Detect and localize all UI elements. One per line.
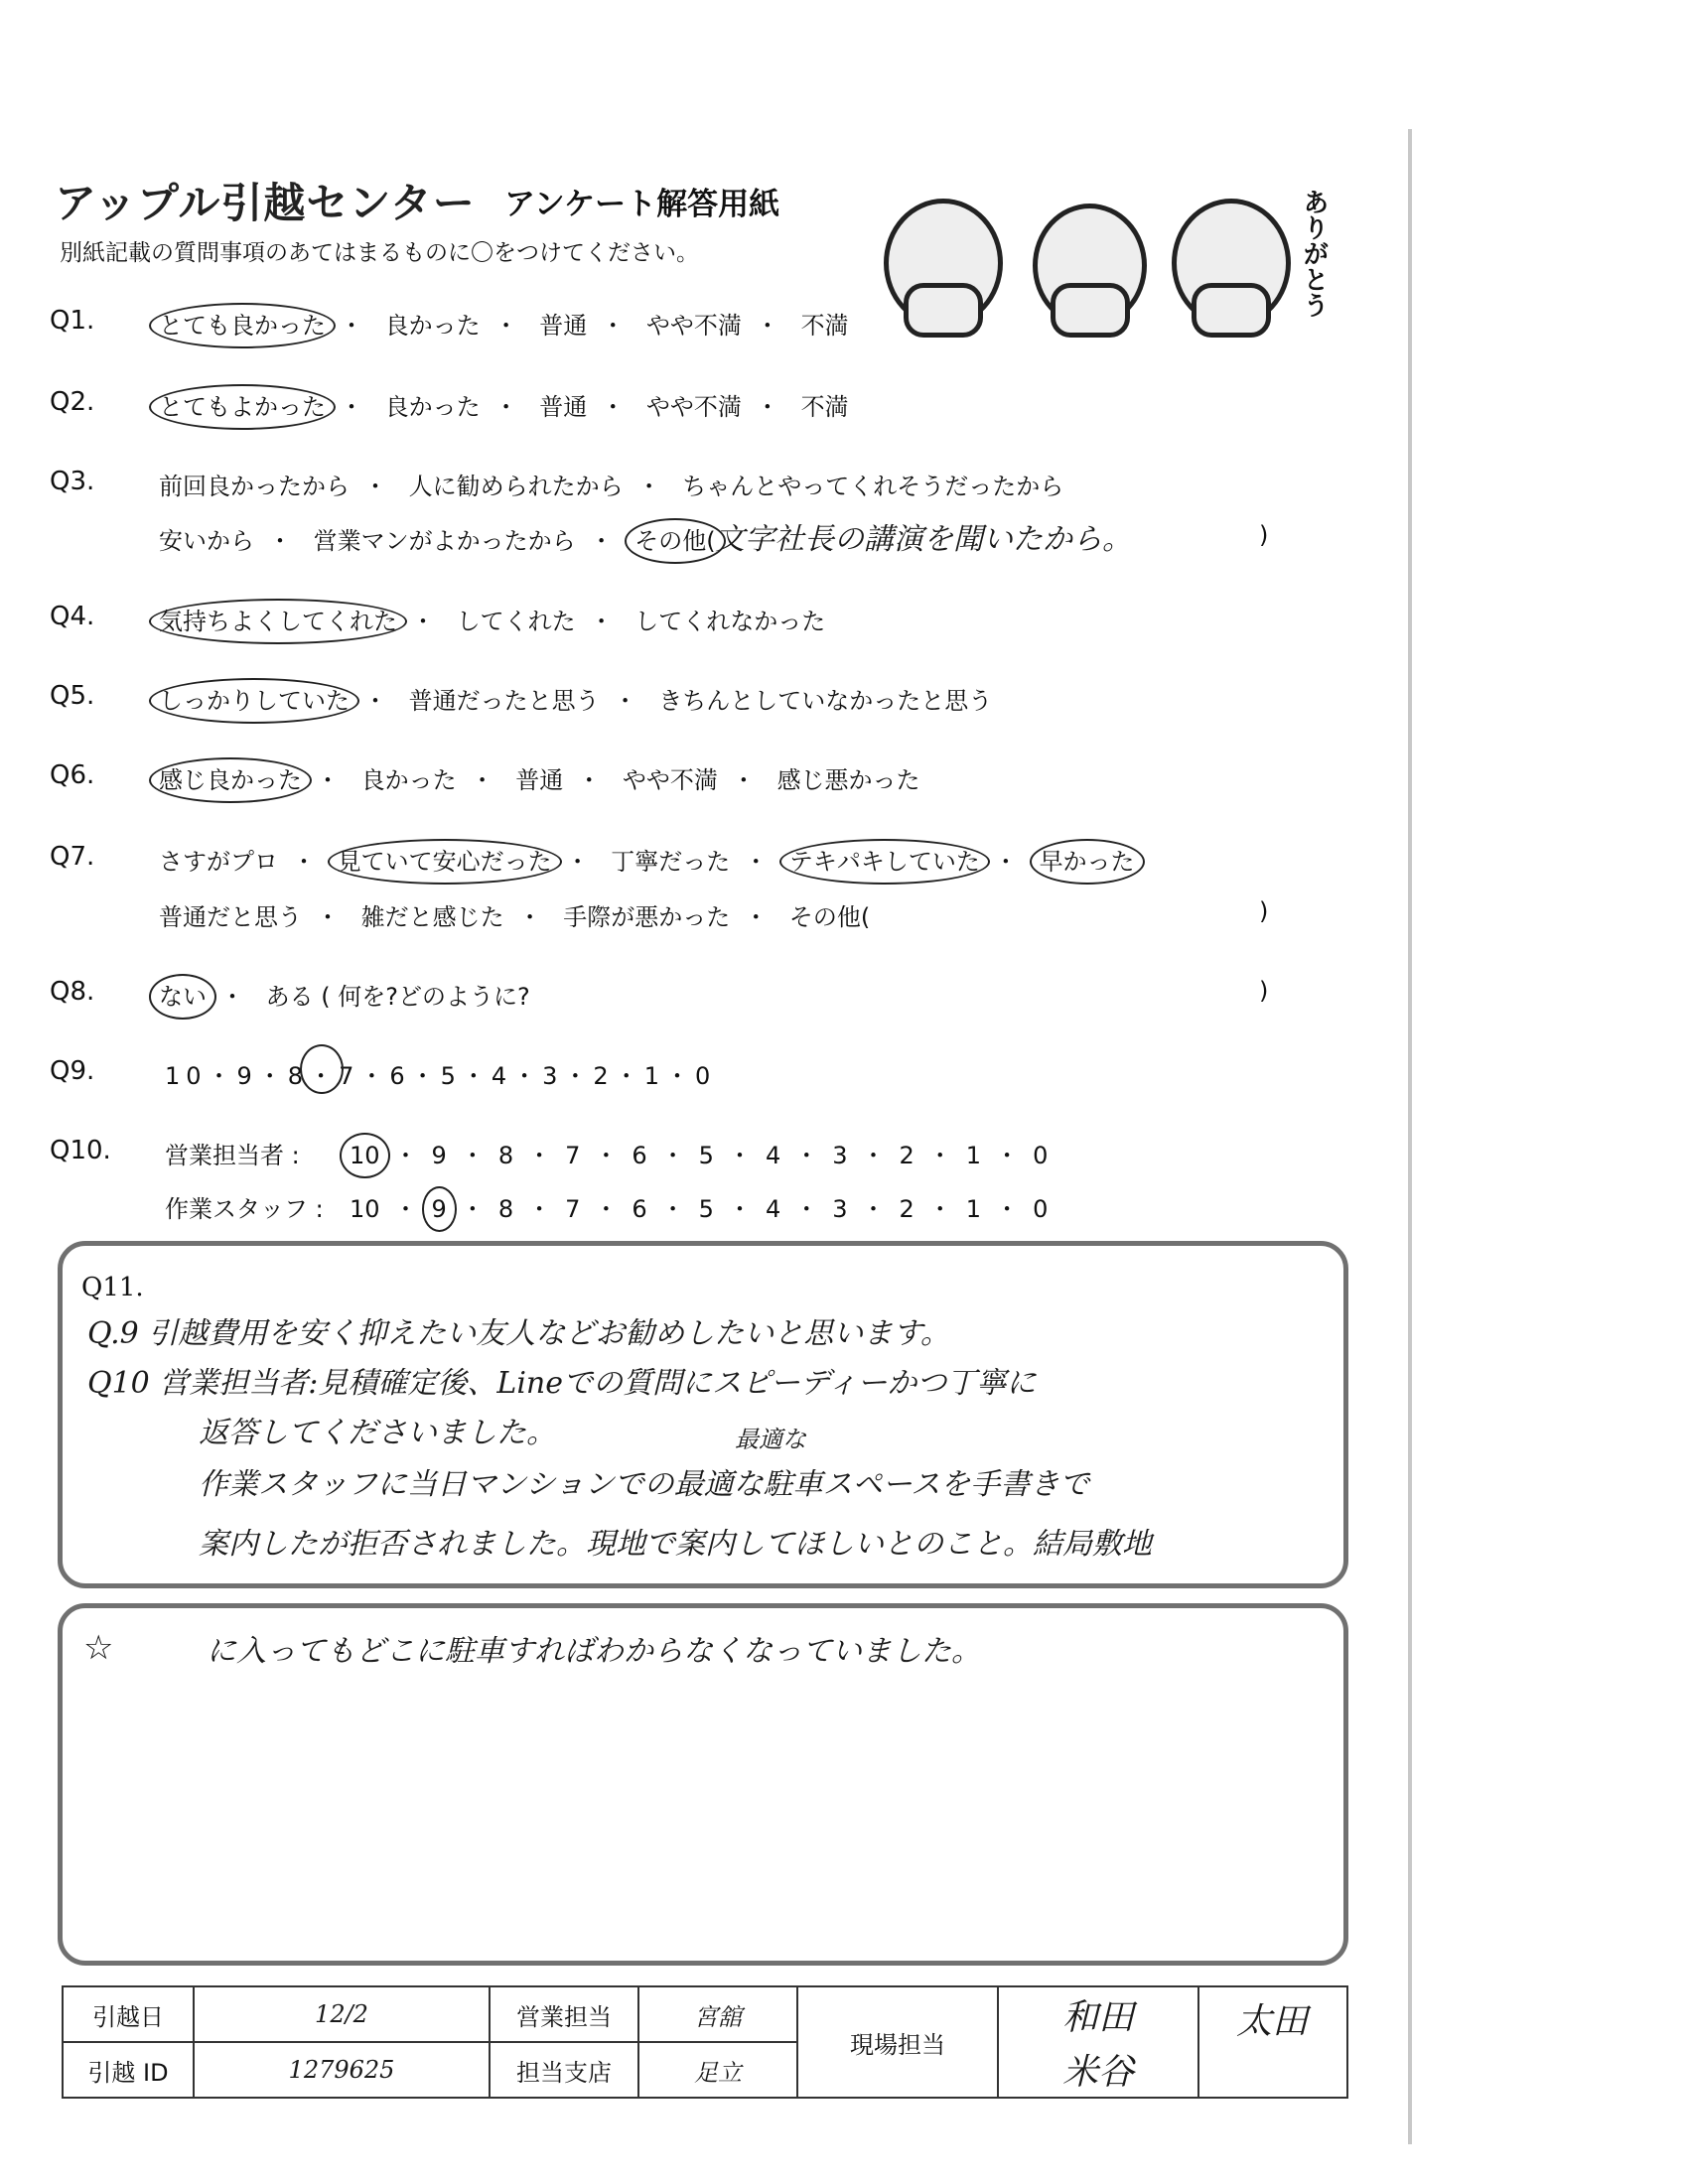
sales-name: 宮舘 [639, 1987, 798, 2041]
q7-label: Q7. [50, 842, 95, 872]
q10-sales-score[interactable]: 3 [832, 1142, 848, 1169]
q2-option[interactable]: 不満 [800, 393, 849, 421]
mascot-body-icon [1051, 283, 1130, 338]
q6-options: 感じ良かった ・ 良かった ・ 普通 ・ やや不満 ・ 感じ悪かった [159, 766, 920, 794]
site-label: 現場担当 [798, 1987, 999, 2097]
q10-sales-score[interactable]: 5 [698, 1142, 714, 1169]
q11-line: Q.9 引越費用を安く抑えたい友人などお勧めしたいと思います。 [87, 1316, 950, 1351]
q2-options: とてもよかった ・ 良かった ・ 普通 ・ やや不満 ・ 不満 [159, 393, 849, 421]
q4-label: Q4. [50, 602, 95, 631]
q2-option[interactable]: やや不満 [645, 393, 742, 421]
q5-label: Q5. [50, 681, 95, 711]
q5-options: しっかりしていた ・ 普通だったと思う ・ きちんとしていなかったと思う [159, 687, 993, 715]
q9-label: Q9. [50, 1056, 95, 1086]
q6-label: Q6. [50, 760, 95, 790]
branch-name: 足立 [639, 2043, 798, 2097]
q1-option[interactable]: 普通 [539, 312, 588, 340]
q9-scale[interactable]: 10・9・8・7・6・5・4・3・2・1・0 [165, 1062, 717, 1090]
q6-option[interactable]: 普通 [515, 766, 564, 794]
q11-line: 作業スタッフに当日マンションでの最適な駐車スペースを手書きで [199, 1467, 1090, 1502]
form-subtitle: アンケート解答用紙 [504, 187, 780, 222]
q3-label: Q3. [50, 467, 95, 496]
q11-line: 案内したが拒否されました。現地で案内してほしいとのこと。結局敷地 [199, 1527, 1152, 1562]
q10-staff-score[interactable]: 1 [965, 1195, 982, 1223]
branch-label: 担当支店 [491, 2043, 639, 2097]
q7-option[interactable]: さすがプロ [159, 848, 278, 876]
move-id-value: 1279625 [195, 2043, 491, 2097]
q7-options-line1: さすがプロ ・ 見ていて安心だった ・ 丁寧だった ・ テキパキしていた ・ 早かった [159, 848, 1135, 876]
q11-line: 返答してくださいました。 [199, 1416, 556, 1450]
page-edge-shadow [1408, 129, 1412, 2144]
thanks-text: ありがとう [1299, 189, 1329, 318]
q3-close-paren: ) [1259, 521, 1269, 549]
q6-option[interactable]: やや不満 [622, 766, 718, 794]
q7-option[interactable]: 丁寧だった [611, 848, 731, 876]
q7-option-other[interactable]: その他( [788, 903, 871, 931]
q10-staff-score[interactable]: 5 [698, 1195, 714, 1223]
q10-staff-score[interactable]: 2 [899, 1195, 914, 1223]
q3-option[interactable]: 安いから [159, 527, 254, 555]
q10-sales-score[interactable]: 10 [350, 1142, 380, 1169]
star-icon: ☆ [83, 1628, 114, 1668]
q8-label: Q8. [50, 977, 95, 1007]
q2-option[interactable]: 良かった [384, 393, 481, 421]
q9-selected-circle [300, 1044, 344, 1094]
q1-options: とても良かった ・ 良かった ・ 普通 ・ やや不満 ・ 不満 [159, 312, 849, 340]
q6-option[interactable]: 感じ良かった [159, 766, 302, 794]
mascot-body-icon [904, 283, 983, 338]
q10-label: Q10. [50, 1136, 111, 1165]
move-date-value: 12/2 [195, 1987, 491, 2041]
q10-staff-score[interactable]: 3 [832, 1195, 848, 1223]
q10-staff-score[interactable]: 0 [1033, 1195, 1049, 1223]
q1-option[interactable]: 不満 [800, 312, 849, 340]
q10-staff-score[interactable]: 6 [632, 1195, 647, 1223]
site-staff: 米谷 [999, 2042, 1199, 2097]
q3-option[interactable]: 人に勧められたから [408, 473, 624, 500]
q10-staff-score[interactable]: 8 [497, 1195, 514, 1223]
q2-option[interactable]: 普通 [539, 393, 588, 421]
mascot-body-icon [1192, 283, 1271, 338]
q11-label: Q11. [81, 1273, 144, 1302]
q7-close-paren: ) [1259, 897, 1269, 925]
q7-option[interactable]: 見ていて安心だった [337, 848, 552, 876]
q4-options: 気持ちよくしてくれた ・ してくれた ・ してくれなかった [159, 608, 826, 635]
q10-sales-score[interactable]: 7 [565, 1142, 581, 1169]
q10-sales-score[interactable]: 0 [1033, 1142, 1049, 1169]
q7-option[interactable]: 早かった [1039, 848, 1135, 876]
q10-sales-label: 営業担当者 : [165, 1142, 300, 1169]
q7-option[interactable]: テキパキしていた [788, 848, 980, 876]
q4-option[interactable]: 気持ちよくしてくれた [159, 608, 397, 635]
q11-line: Q10 営業担当者:見積確定後、Lineでの質問にスピーディーかつ丁寧に [87, 1366, 1037, 1401]
q3-option[interactable]: ちゃんとやってくれそうだったから [682, 473, 1064, 500]
q10-sales-score[interactable]: 6 [632, 1142, 647, 1169]
note-text: に入ってもどこに駐車すればわからなくなっていました。 [207, 1634, 981, 1669]
move-date-label: 引越日 [64, 1987, 195, 2041]
q10-sales-score[interactable]: 1 [965, 1142, 982, 1169]
q3-options-line2: 安いから ・ 営業マンがよかったから ・ その他( [159, 527, 716, 555]
q7-option[interactable]: 手際が悪かった [563, 903, 731, 931]
q1-option[interactable]: やや不満 [645, 312, 742, 340]
q10-sales-score[interactable]: 9 [431, 1142, 447, 1169]
q8-option[interactable]: ない [159, 983, 207, 1011]
q3-other-answer: 文字社長の講演を聞いたから。 [715, 522, 1132, 557]
q8-option[interactable]: ある ( 何を?どのように? [265, 983, 530, 1011]
move-id-label: 引越 ID [64, 2043, 195, 2097]
q2-label: Q2. [50, 387, 95, 417]
q10-staff-score[interactable]: 4 [765, 1195, 781, 1223]
q1-option[interactable]: 良かった [384, 312, 481, 340]
q7-options-line2: 普通だと思う ・ 雑だと感じた ・ 手際が悪かった ・ その他( [159, 903, 871, 931]
q8-options: ない ・ ある ( 何を?どのように? [159, 983, 530, 1011]
q8-close-paren: ) [1259, 977, 1269, 1005]
q10-sales-score[interactable]: 2 [899, 1142, 914, 1169]
q5-option[interactable]: きちんとしていなかったと思う [658, 687, 993, 715]
q10-sales-score[interactable]: 8 [497, 1142, 514, 1169]
q10-staff-label: 作業スタッフ : [165, 1195, 324, 1223]
q3-options-line1: 前回良かったから ・ 人に勧められたから ・ ちゃんとやってくれそうだったから [159, 473, 1064, 500]
q6-option[interactable]: 良かった [360, 766, 457, 794]
q7-option[interactable]: 雑だと感じた [360, 903, 504, 931]
q10-staff-score[interactable]: 7 [565, 1195, 581, 1223]
q10-staff-score[interactable]: 10 [350, 1195, 380, 1223]
q1-label: Q1. [50, 306, 95, 336]
q10-sales-scale[interactable]: 10 ・ 9 ・ 8 ・ 7 ・ 6 ・ 5 ・ 4 ・ 3 ・ 2 ・ 1 ・ 0 [350, 1142, 1049, 1169]
q11-insertion: 最適な [735, 1426, 806, 1453]
q10-staff-scale[interactable]: 10 ・ 9 ・ 8 ・ 7 ・ 6 ・ 5 ・ 4 ・ 3 ・ 2 ・ 1 ・ 0 [350, 1195, 1049, 1223]
instruction-text: 別紙記載の質問事項のあてはまるものに〇をつけてください。 [60, 240, 699, 266]
sales-label: 営業担当 [491, 1987, 639, 2041]
site-staff: 太田 [1235, 2001, 1308, 2042]
site-staff: 和田 [999, 1987, 1199, 2042]
q5-option[interactable]: 普通だったと思う [408, 687, 600, 715]
q3-option[interactable]: 営業マンがよかったから [313, 527, 576, 555]
q2-option[interactable]: とてもよかった [159, 393, 326, 421]
brand-title: アップル引越センター [55, 179, 476, 227]
q3-option[interactable]: 前回良かったから [159, 473, 350, 500]
q6-option[interactable]: 感じ悪かった [776, 766, 920, 794]
q4-option[interactable]: してくれなかった [634, 608, 826, 635]
q4-option[interactable]: してくれた [456, 608, 576, 635]
q10-sales-score[interactable]: 4 [765, 1142, 781, 1169]
info-table [62, 1985, 1348, 2099]
q3-option-other[interactable]: その他( [634, 527, 716, 555]
q5-option[interactable]: しっかりしていた [159, 687, 350, 715]
q10-staff-score[interactable]: 9 [431, 1195, 447, 1223]
q1-option[interactable]: とても良かった [159, 312, 326, 340]
q7-option[interactable]: 普通だと思う [159, 903, 302, 931]
